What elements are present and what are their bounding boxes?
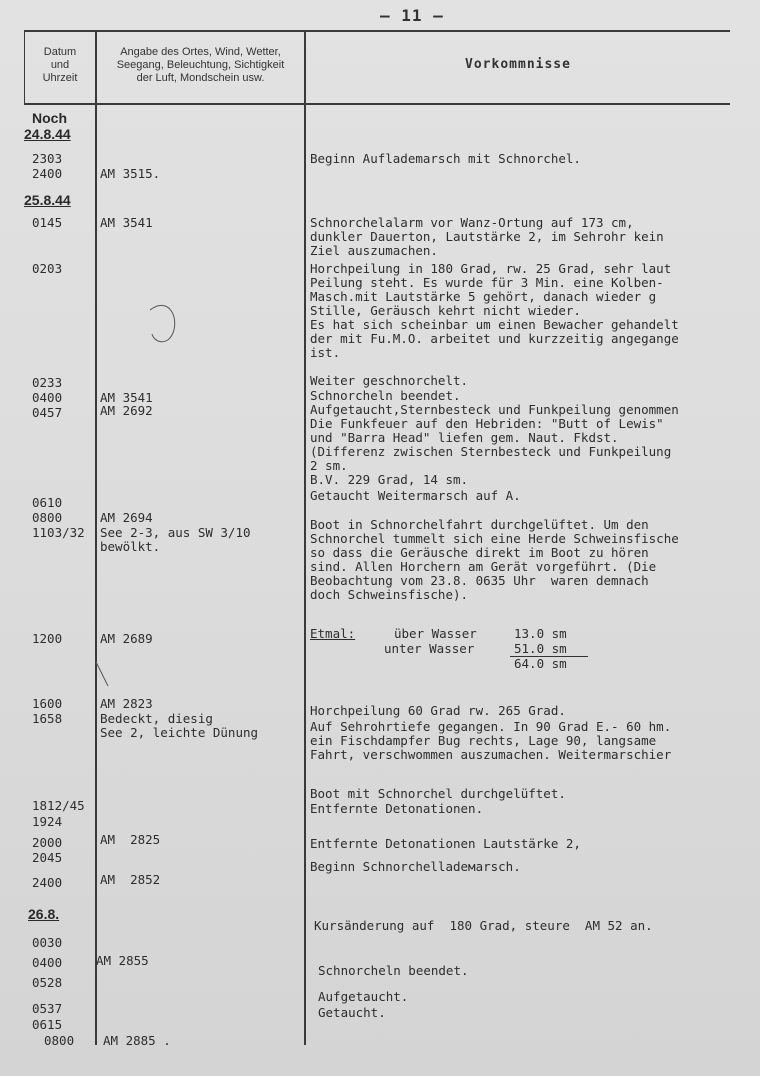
col1-divider — [95, 30, 97, 1045]
time-entry: 0203 — [32, 261, 63, 276]
time-entry: 0400 — [32, 390, 63, 405]
place-entry: AM 3515. — [100, 166, 161, 181]
time-entry: 0610 — [32, 495, 63, 510]
place-entry: Bedeckt, diesig See 2, leichte Dünung — [100, 711, 259, 740]
event-entry: Boot in Schnorchelfahrt durchgelüftet. Um den Schnorchel tummelt sich eine Herde Schweinsfische so dass die Geräusche direkt im Boot zu hören sind. Allen Horchern am Gerät vorgeführt. (Die Beobachtung vom 23.8. 0635 Uhr waren demnach doch Schweinsfische). — [310, 517, 679, 602]
event-entry: Boot mit Schnorchel durchgelüftet. — [310, 786, 566, 801]
etmal-under-value: 51.0 sm — [514, 641, 567, 656]
place-entry: AM 2855 — [96, 953, 149, 968]
left-rule — [24, 30, 25, 104]
etmal-over-label: über Wasser — [394, 626, 477, 641]
event-entry: Getaucht Weitermarsch auf A. — [310, 488, 521, 503]
event-entry: Aufgetaucht,Sternbesteck und Funkpeilung genommen Die Funkfeuer auf den Hebriden: "Butt of Lewis" und "Barra Head" liefen gem. Naut. Fkdst. (Differenz zwischen Sternbesteck und Funkpeilung 2 sm. B.V. 229 Grad, 14 sm. — [310, 402, 679, 487]
time-entry: 2000 — [32, 835, 63, 850]
time-entry: 0537 — [32, 1001, 63, 1016]
place-entry: AM 3541 — [100, 390, 153, 405]
place-entry: AM 2825 — [100, 832, 161, 847]
time-entry: 0800 — [32, 510, 63, 525]
time-entry: 0233 — [32, 375, 63, 390]
date-26-8: 26.8. — [28, 906, 60, 922]
time-entry: 0528 — [32, 975, 63, 990]
event-entry: Getaucht. — [318, 1005, 386, 1020]
header-events: Vorkommnisse — [465, 57, 571, 72]
etmal-over-value: 13.0 sm — [514, 626, 567, 641]
time-entry: 0030 — [32, 935, 63, 950]
time-entry: 1200 — [32, 631, 63, 646]
time-entry: 0457 — [32, 405, 63, 420]
date-noch: Noch — [32, 110, 67, 126]
time-entry: 0800 — [44, 1033, 75, 1048]
header-location-line2: Seegang, Beleuchtung, Sichtigkeit — [116, 59, 285, 71]
time-entry: 2400 — [32, 875, 63, 890]
place-entry: AM 2692 — [100, 403, 153, 418]
col2-divider — [304, 30, 306, 1045]
pencil-stroke — [92, 660, 112, 690]
event-entry: Beginn Schnorchelladeмarsch. — [310, 859, 521, 874]
time-entry: 2303 — [32, 151, 63, 166]
event-entry: Weiter geschnorchelt. — [310, 373, 469, 388]
header-date-time — [26, 46, 94, 85]
top-rule — [24, 30, 730, 32]
header-bottom-rule — [24, 103, 730, 105]
etmal-label: Etmal: — [310, 626, 356, 641]
header-time: Uhrzeit — [42, 72, 78, 84]
event-entry: Horchpeilung in 180 Grad, rw. 25 Grad, sehr laut Peilung steht. Es wurde für 3 Min. eine Kolben- Masch.mit Lautstärke 5 gehört, danach wieder g Stille, Geräusch kehrt nicht wieder. Es hat sich scheinbar um einen Bewacher gehandelt der mit Fu.M.O. arbeitet und kurzzeitig angegange ist. — [310, 261, 679, 360]
event-entry: Entfernte Detonationen. — [310, 801, 484, 816]
place-entry: AM 2689 — [100, 631, 153, 646]
header-and: und — [50, 59, 70, 71]
place-entry: AM 3541 — [100, 215, 153, 230]
place-entry: AM 2694 — [100, 510, 153, 525]
time-entry: 1924 — [32, 814, 63, 829]
event-entry: Entfernte Detonationen Lautstärke 2, — [310, 836, 581, 851]
header-location-line1: Angabe des Ortes, Wind, Wetter, — [120, 46, 281, 58]
time-entry: 2400 — [32, 166, 63, 181]
event-entry: Schnorcheln beendet. — [310, 388, 461, 403]
etmal-under-label: unter Wasser — [384, 641, 475, 656]
event-entry: Auf Sehrohrtiefe gegangen. In 90 Grad E.- 60 hm. ein Fischdampfer Bug rechts, Lage 90, langsame Fahrt, verschwommen auszumachen. Weitermarschier — [310, 719, 672, 762]
header-location-line3: der Luft, Mondschein usw. — [136, 72, 265, 84]
time-entry: 0145 — [32, 215, 63, 230]
place-entry: AM 2852 — [100, 872, 161, 887]
time-entry: 1103/32 — [32, 525, 85, 540]
date-24-8-44: 24.8.44 — [24, 126, 71, 142]
place-entry: AM 2823 — [100, 696, 153, 711]
etmal-total: 64.0 sm — [514, 656, 567, 671]
date-25-8-44: 25.8.44 — [24, 192, 71, 208]
place-entry: AM 2885 . — [103, 1033, 171, 1048]
time-entry: 0400 — [32, 955, 63, 970]
pencil-scribble — [140, 290, 190, 360]
event-entry: Schnorcheln beendet. — [318, 963, 469, 978]
page-number: — 11 — — [380, 6, 444, 25]
header-location-weather — [97, 46, 304, 85]
event-entry: Beginn Auflademarsch mit Schnorchel. — [310, 151, 581, 166]
event-entry: Kursänderung auf 180 Grad, steure AM 52 an. — [314, 918, 653, 933]
event-entry: Schnorchelalarm vor Wanz-Ortung auf 173 cm, dunkler Dauerton, Lautstärke 2, im Sehrohr kein Ziel auszumachen. — [310, 215, 664, 258]
time-entry: 0615 — [32, 1017, 63, 1032]
place-entry: See 2-3, aus SW 3/10 bewölkt. — [100, 525, 251, 554]
time-entry: 1658 — [32, 711, 63, 726]
time-entry: 2045 — [32, 850, 63, 865]
time-entry: 1600 — [32, 696, 63, 711]
header-date: Datum — [43, 46, 77, 58]
event-entry: Aufgetaucht. — [318, 989, 409, 1004]
event-entry: Horchpeilung 60 Grad rw. 265 Grad. — [310, 703, 566, 718]
time-entry: 1812/45 — [32, 798, 85, 813]
